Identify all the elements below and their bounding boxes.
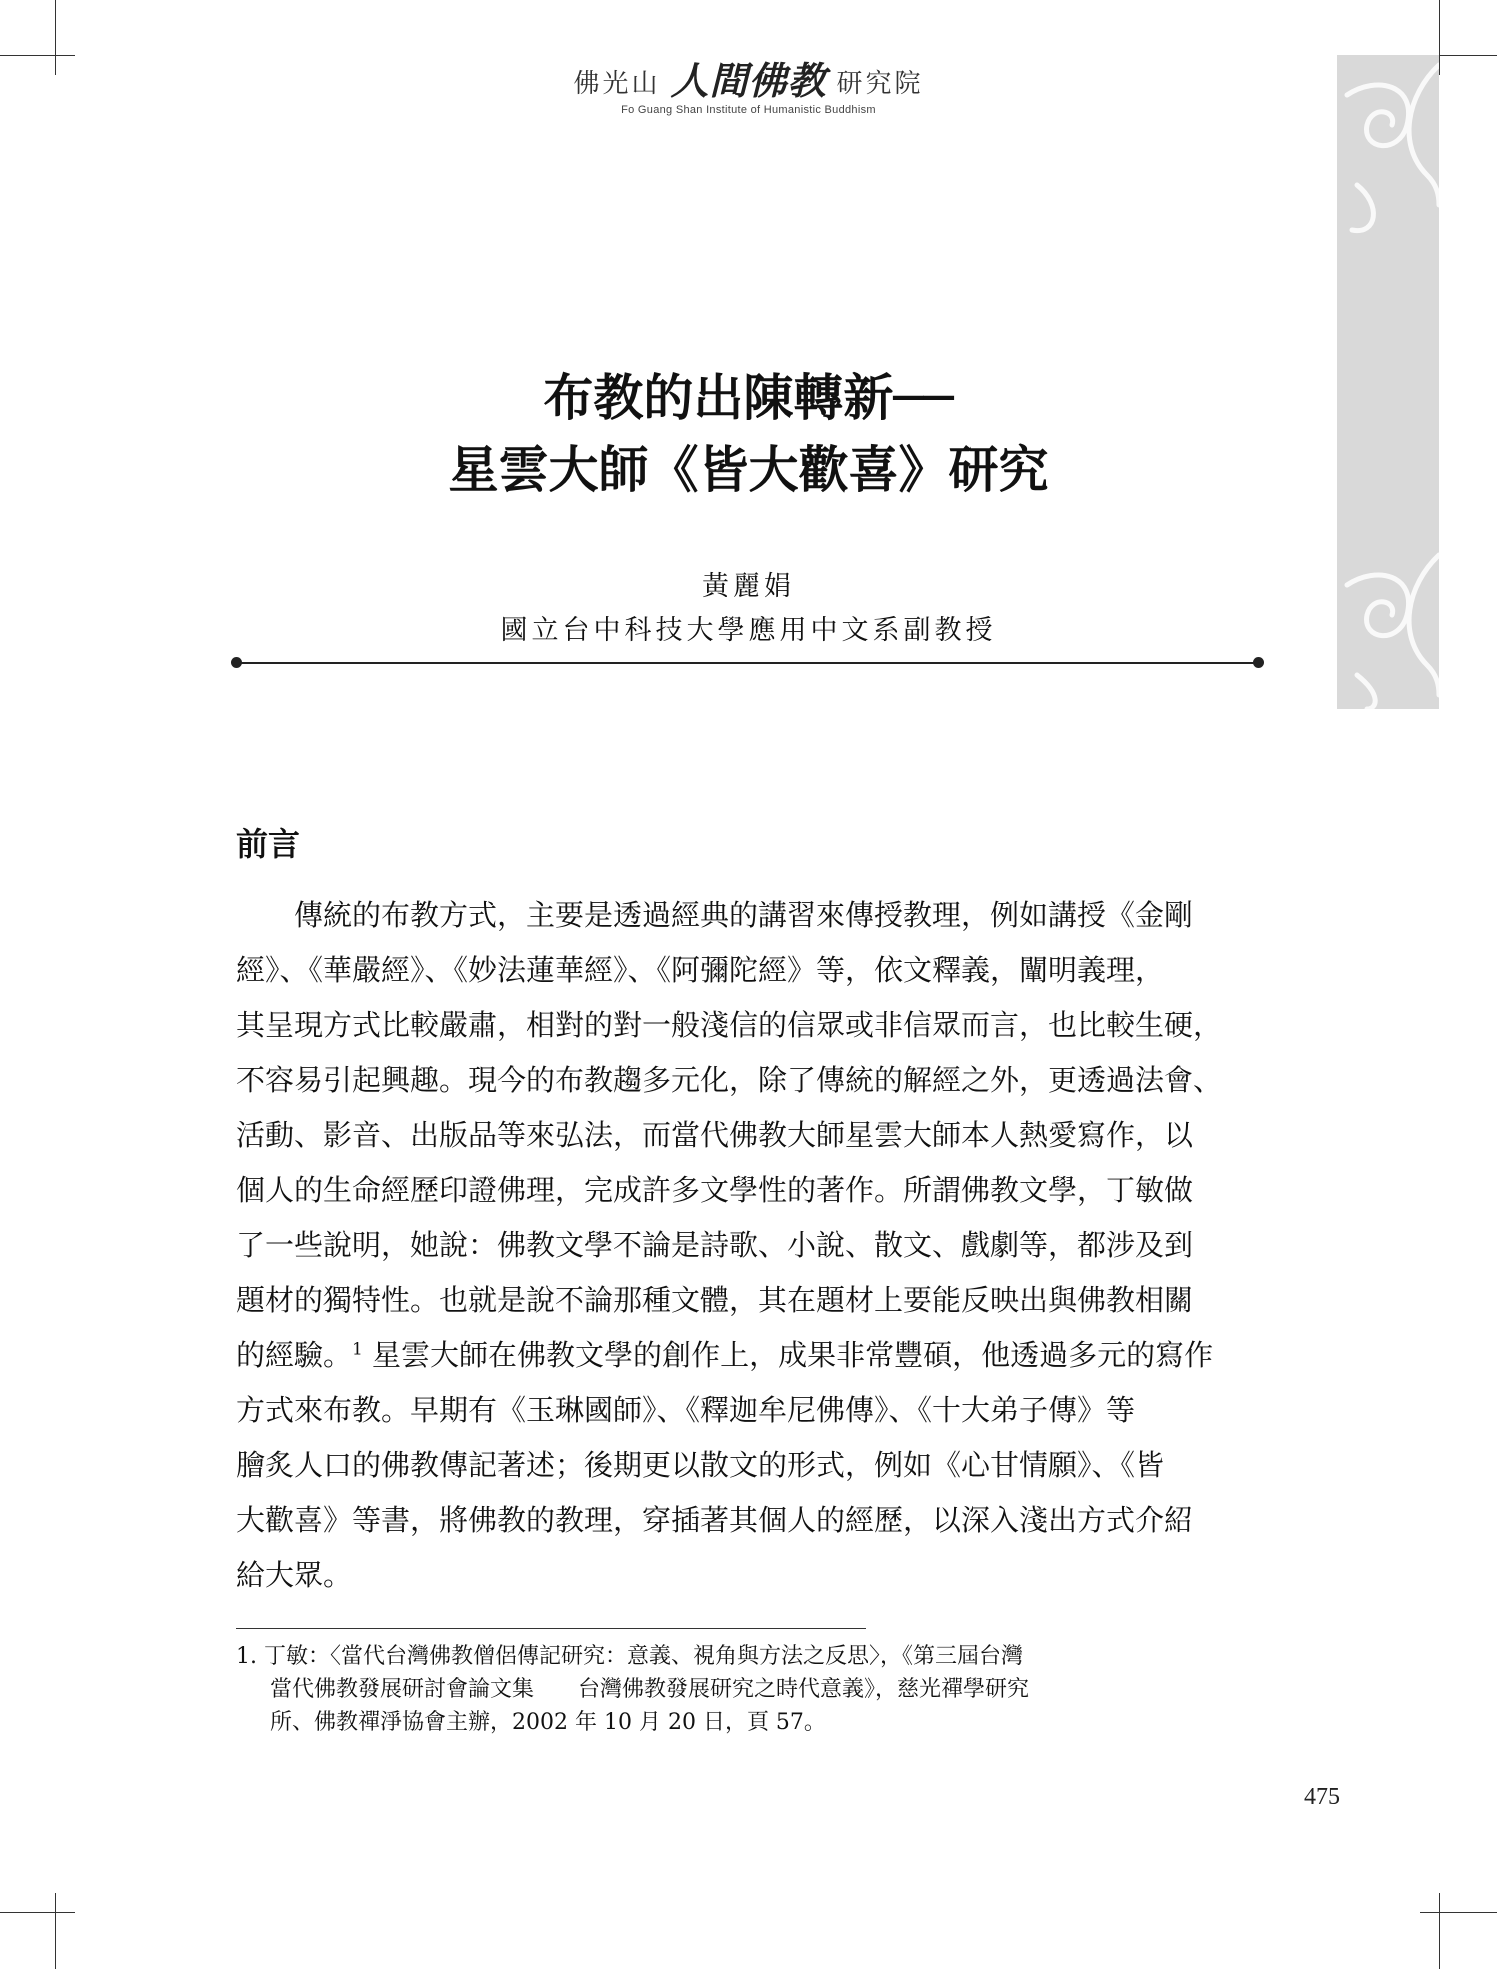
title-line-2: 星雲大師《皆大歡喜》研究 bbox=[448, 440, 1049, 499]
body-line: 給大眾。 bbox=[236, 1558, 353, 1592]
body-line-with-footnote bbox=[236, 1328, 1276, 1383]
crop-mark-bottom-right-h bbox=[1420, 1912, 1497, 1913]
body-line: 其呈現方式比較嚴肅，相對的對一般淺信的信眾或非信眾而言，也比較生硬， bbox=[236, 1008, 1223, 1042]
article-title bbox=[0, 362, 1497, 506]
divider-left-dot bbox=[231, 657, 242, 668]
divider-right-dot bbox=[1253, 657, 1264, 668]
footnote-reference[interactable]: 1 bbox=[352, 1339, 363, 1360]
header-org: 佛光山 bbox=[573, 69, 661, 99]
footnote-line: 所、佛教禪淨協會主辦，2002 年 10 月 20 日，頁 57。 bbox=[270, 1710, 826, 1735]
body-line: 經》、《華嚴經》、《妙法蓮華經》、《阿彌陀經》等，依文釋義，闡明義理， bbox=[236, 953, 1165, 987]
body-line: 大歡喜》等書，將佛教的教理，穿插著其個人的經歷，以深入淺出方式介紹 bbox=[236, 1503, 1194, 1537]
running-header bbox=[0, 58, 1497, 116]
body-line: 活動、影音、出版品等來弘法，而當代佛教大師星雲大師本人熱愛寫作，以 bbox=[236, 1118, 1194, 1152]
body-line: 傳統的布教方式，主要是透過經典的講習來傳授教理，例如講授《金剛 bbox=[294, 898, 1194, 932]
header-institute: 研究院 bbox=[836, 69, 924, 99]
header-brand-calligraphy: 人間佛教 bbox=[670, 58, 827, 103]
header-logo-line bbox=[573, 58, 924, 103]
crop-mark-bottom-left-v bbox=[55, 1893, 56, 1969]
crop-mark-bottom-left-h bbox=[0, 1912, 75, 1913]
body-line: 個人的生命經歷印證佛理，完成許多文學性的著作。所謂佛教文學，丁敏做 bbox=[236, 1173, 1194, 1207]
body-paragraph bbox=[236, 888, 1276, 1603]
body-line: 不容易引起興趣。現今的布教趨多元化，除了傳統的解經之外，更透過法會、 bbox=[236, 1063, 1223, 1097]
body-line: 方式來布教。早期有《玉琳國師》、《釋迦牟尼佛傳》、《十大弟子傳》等 bbox=[236, 1393, 1136, 1427]
page-number: 475 bbox=[1304, 1784, 1340, 1810]
crop-mark-top-left-h bbox=[0, 55, 75, 56]
author-affiliation: 國立台中科技大學應用中文系副教授 bbox=[500, 615, 997, 646]
body-line: 膾炙人口的佛教傳記著述；後期更以散文的形式，例如《心甘情願》、《皆 bbox=[236, 1448, 1165, 1482]
author-name: 黃麗娟 bbox=[702, 571, 795, 602]
body-line: 了一些說明，她說：佛教文學不論是詩歌、小說、散文、戲劇等，都涉及到 bbox=[236, 1228, 1194, 1262]
body-line: 題材的獨特性。也就是說不論那種文體，其在題材上要能反映出與佛教相關 bbox=[236, 1283, 1194, 1317]
title-divider bbox=[236, 662, 1258, 664]
footnote-rule bbox=[236, 1628, 866, 1629]
footnote-line: 1. 丁敏：〈當代台灣佛教僧侶傳記研究：意義、視角與方法之反思〉，《第三屆台灣 bbox=[236, 1644, 1023, 1669]
crop-mark-bottom-right-v bbox=[1439, 1893, 1440, 1969]
body-line-part: 星雲大師在佛教文學的創作上，成果非常豐碩，他透過多元的寫作 bbox=[362, 1338, 1214, 1372]
body-line-part: 的經驗。 bbox=[236, 1338, 353, 1372]
footnote-line: 當代佛教發展研討會論文集 台灣佛教發展研究之時代意義》，慈光禪學研究 bbox=[270, 1677, 1030, 1702]
header-english-subtitle: Fo Guang Shan Institute of Humanistic Buddhism bbox=[621, 104, 876, 116]
title-line-1: 布教的出陳轉新── bbox=[543, 368, 954, 427]
author-block bbox=[0, 565, 1497, 653]
footnote bbox=[236, 1640, 1276, 1739]
section-heading: 前言 bbox=[236, 825, 301, 863]
